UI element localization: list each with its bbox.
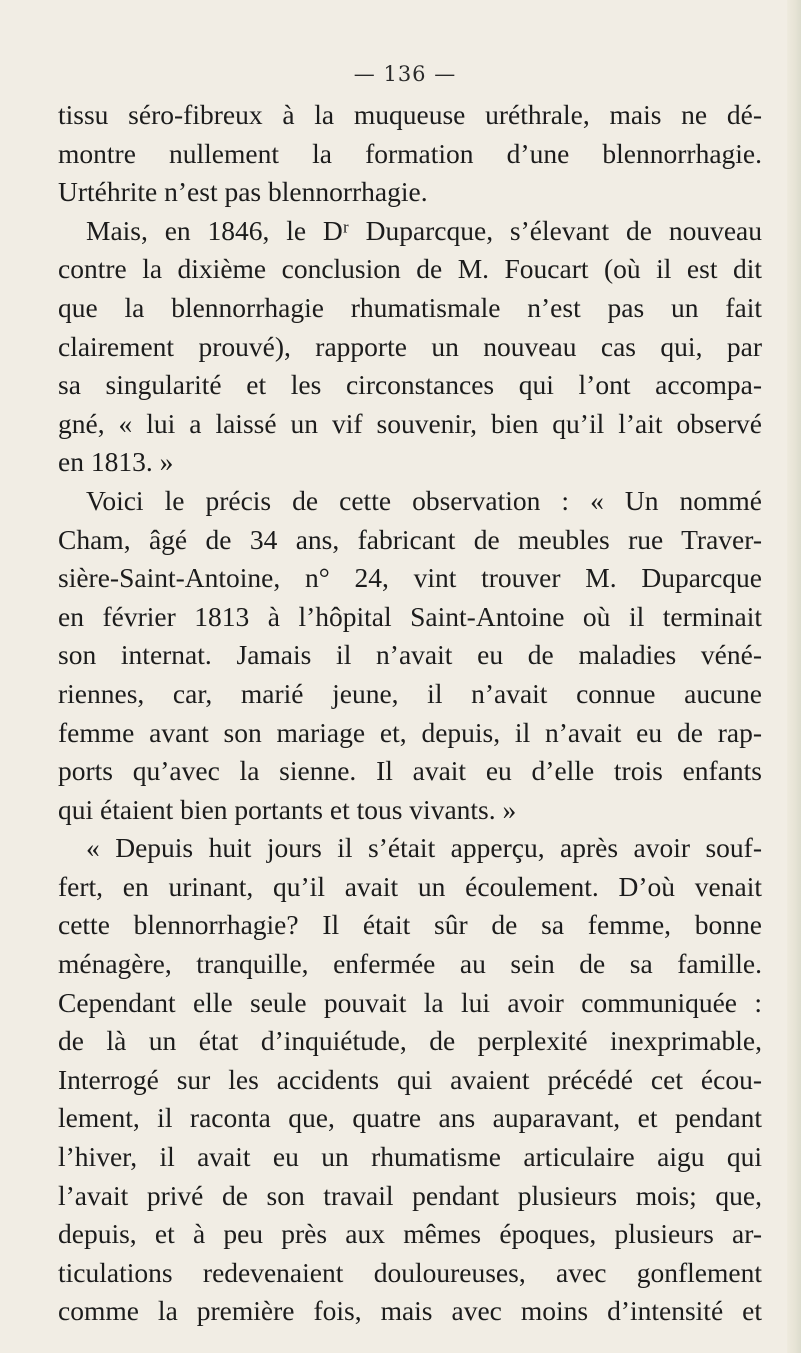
page-number: — 136 — xyxy=(353,62,457,86)
text-line: en 1813. » xyxy=(58,446,174,478)
text-line: Voici le précis de cette observation : « Un nommé xyxy=(86,484,762,516)
body-text xyxy=(58,96,762,1331)
text-line: sière-Saint-Antoine, n° 24, vint trouver M. Duparcque xyxy=(58,562,762,594)
text-line: Cham, âgé de 34 ans, fabricant de meubles rue Traver- xyxy=(58,523,762,555)
page-edge xyxy=(787,0,801,1353)
text-line: clairement prouvé), rapporte un nouveau cas qui, par xyxy=(58,330,762,362)
text-line: Urtéhrite n’est pas blennorrhagie. xyxy=(58,176,428,208)
text-line: en février 1813 à l’hôpital Saint-Antoine où il terminait xyxy=(58,600,762,632)
text-line: contre la dixième conclusion de M. Foucart (où il est dit xyxy=(58,253,762,285)
text-line: Interrogé sur les accidents qui avaient précédé cet écou- xyxy=(58,1063,762,1095)
text-line: lement, il raconta que, quatre ans auparavant, et pendant xyxy=(58,1102,762,1134)
text-line: fert, en urinant, qu’il avait un écoulement. D’où venait xyxy=(58,870,762,902)
text-line: cette blennorrhagie? Il était sûr de sa femme, bonne xyxy=(58,909,762,941)
text-line: depuis, et à peu près aux mêmes époques, plusieurs ar- xyxy=(58,1218,762,1250)
text-line: Mais, en 1846, le Dʳ Duparcque, s’élevant de nouveau xyxy=(86,214,762,246)
text-line: Cependant elle seule pouvait la lui avoir communiquée : xyxy=(58,986,762,1018)
text-line: l’hiver, il avait eu un rhumatisme articulaire aigu qui xyxy=(58,1141,762,1173)
text-line: ménagère, tranquille, enfermée au sein de sa famille. xyxy=(58,948,762,980)
text-line: ports qu’avec la sienne. Il avait eu d’elle trois enfants xyxy=(58,755,762,787)
text-line: qui étaient bien portants et tous vivants. » xyxy=(58,793,517,825)
text-line: son internat. Jamais il n’avait eu de maladies véné- xyxy=(58,639,762,671)
text-line: « Depuis huit jours il s’était apperçu, après avoir souf- xyxy=(86,832,762,864)
text-line: de là un état d’inquiétude, de perplexité inexprimable, xyxy=(58,1025,762,1057)
text-line: riennes, car, marié jeune, il n’avait connue aucune xyxy=(58,677,762,709)
text-line: gné, « lui a laissé un vif souvenir, bien qu’il l’ait observé xyxy=(58,407,762,439)
text-line: sa singularité et les circonstances qui l’ont accompa- xyxy=(58,369,762,401)
text-line: femme avant son mariage et, depuis, il n’avait eu de rap- xyxy=(58,716,762,748)
text-line: montre nullement la formation d’une blennorrhagie. xyxy=(58,137,762,169)
text-line: que la blennorrhagie rhumatismale n’est pas un fait xyxy=(58,291,762,323)
text-line: comme la première fois, mais avec moins d’intensité et xyxy=(58,1295,762,1327)
text-line: tissu séro-fibreux à la muqueuse uréthrale, mais ne dé- xyxy=(58,99,762,130)
text-line: l’avait privé de son travail pendant plusieurs mois; que, xyxy=(58,1179,762,1211)
text-line: ticulations redevenaient douloureuses, avec gonflement xyxy=(58,1256,762,1288)
